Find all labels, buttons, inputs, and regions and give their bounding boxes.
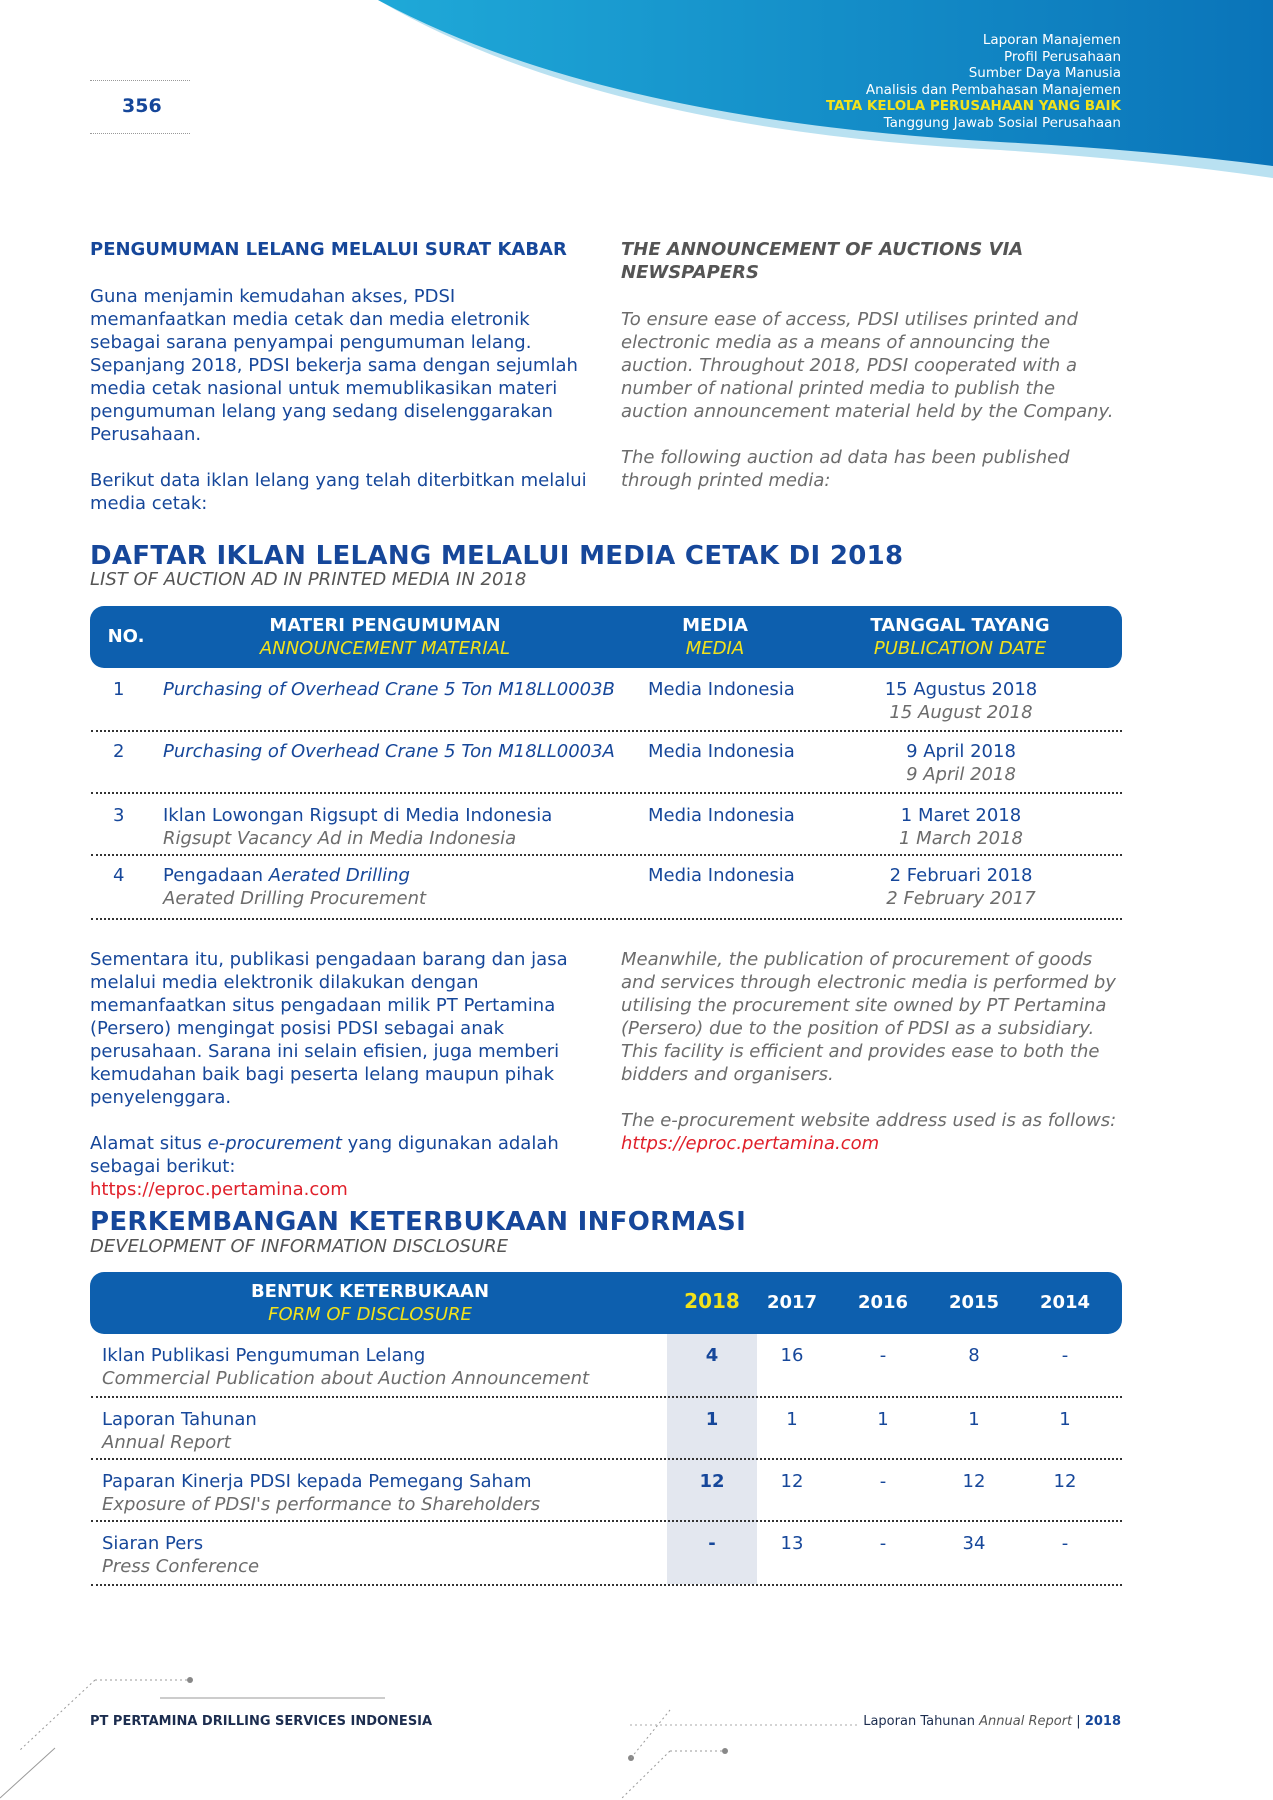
- section2-para1-id: Sementara itu, publikasi pengadaan barang dan jasa melalui media elektronik dilakukan dengan memanfaatkan situs pengadaan milik PT Pertamina (Persero) mengingat posisi PDSI sebagai anak perusahaan. Sarana ini selain efisien, juga memberi kemudahan baik bagi peserta lelang maupun pihak penyelenggara.: [90, 949, 568, 1108]
- table2-header: [90, 1272, 1122, 1334]
- table2-cell-2015: 1: [968, 1409, 980, 1430]
- table2-cell-2015: 34: [962, 1533, 986, 1554]
- table1-col-material: [190, 614, 580, 660]
- section1-heading-en: THE ANNOUNCEMENT OF AUCTIONS VIA NEWSPAPERS: [621, 239, 1024, 283]
- table1-row-date-en: 1 March 2018: [899, 828, 1023, 849]
- table1-row-media: Media Indonesia: [648, 865, 795, 886]
- table2-cell-2014: -: [1061, 1345, 1069, 1366]
- table2-row-label-en: Press Conference: [102, 1556, 260, 1577]
- table2-cell-2017: 13: [780, 1533, 804, 1554]
- table2-row-label-id: Paparan Kinerja PDSI kepada Pemegang Saham: [102, 1471, 532, 1492]
- table2-row-label-id: Laporan Tahunan: [102, 1409, 257, 1430]
- table1-row-date-id: 1 Maret 2018: [900, 805, 1022, 826]
- table1-row-media: Media Indonesia: [648, 679, 795, 700]
- table1-col-no: NO.: [107, 626, 145, 647]
- footer-separator: |: [1076, 1714, 1081, 1729]
- page-number-box: [90, 80, 190, 134]
- eproc-url-link-en[interactable]: https://eproc.pertamina.com: [621, 1133, 880, 1154]
- table2-row-label-en: Exposure of PDSI's performance to Shareholders: [102, 1494, 541, 1515]
- nav-item-sumber-daya-manusia[interactable]: Sumber Daya Manusia: [968, 65, 1121, 82]
- table1-row-material-part1: Pengadaan: [163, 865, 269, 886]
- table1-row-date-en: 9 April 2018: [906, 764, 1016, 785]
- table2-col-year-2017: 2017: [766, 1292, 818, 1313]
- section2-left-column: [90, 948, 600, 1201]
- table1-title: DAFTAR IKLAN LELANG MELALUI MEDIA CETAK DI 2018: [90, 541, 904, 571]
- table2-cell-2015: 8: [968, 1345, 980, 1366]
- table2-row-label-en: Commercial Publication about Auction Announcement: [102, 1368, 590, 1389]
- section1-heading-id: PENGUMUMAN LELANG MELALUI SURAT KABAR: [90, 239, 567, 260]
- table1-col-media-id: MEDIA: [682, 615, 748, 636]
- table1-row-no: 4: [113, 865, 125, 886]
- table2-subtitle: DEVELOPMENT OF INFORMATION DISCLOSURE: [90, 1236, 509, 1257]
- nav-item-laporan-manajemen[interactable]: Laporan Manajemen: [982, 32, 1121, 48]
- nav-item-analisis[interactable]: Analisis dan Pembahasan Manajemen: [865, 81, 1121, 98]
- table1-row-date-id: 15 Agustus 2018: [884, 679, 1038, 700]
- table1-row-date-en: 15 August 2018: [889, 702, 1033, 723]
- table1-row: [91, 668, 1122, 732]
- table2-cell-2016: -: [879, 1471, 887, 1492]
- table2-cell-2015: 12: [962, 1471, 986, 1492]
- table1-col-date-id: TANGGAL TAYANG: [870, 615, 1050, 636]
- table1-row-date-en: 2 February 2017: [886, 888, 1036, 909]
- footer-report-en: Annual Report: [979, 1714, 1073, 1729]
- table1-row: [91, 854, 1122, 920]
- section1-para2-id: Berikut data iklan lelang yang telah diterbitkan melalui media cetak:: [90, 470, 587, 514]
- table1-col-media: [650, 614, 780, 660]
- table2-cell-2014: 1: [1059, 1409, 1071, 1430]
- table1-row-material-en: Rigsupt Vacancy Ad in Media Indonesia: [163, 828, 517, 849]
- table2-col-year-2014: 2014: [1039, 1292, 1091, 1313]
- section2-para2-id-b: e-procurement: [207, 1133, 342, 1154]
- table2-row-label-id: Siaran Pers: [102, 1533, 204, 1554]
- footer-report-id: Laporan Tahunan: [863, 1714, 975, 1729]
- table2-cell-2016: -: [879, 1533, 887, 1554]
- table2-cell-2018: 1: [705, 1409, 719, 1430]
- table1-row-material: [163, 864, 410, 887]
- nav-item-tata-kelola-active[interactable]: TATA KELOLA PERUSAHAAN YANG BAIK: [826, 98, 1121, 115]
- table2-cell-2017: 16: [780, 1345, 804, 1366]
- section2-right-column: [621, 948, 1131, 1155]
- table1-row-material-en: Aerated Drilling Procurement: [163, 888, 427, 909]
- footer-year: 2018: [1084, 1714, 1121, 1729]
- table2-cell-2016: 1: [877, 1409, 889, 1430]
- section2-para2-id-a: Alamat situs: [90, 1133, 208, 1154]
- table2-col-year-2018: 2018: [684, 1289, 740, 1313]
- section1-para1-en: To ensure ease of access, PDSI utilises printed and electronic media as a means of announcing the auction. Throughout 2018, PDSI cooperated with a number of national printed media to publish the auction announcement material held by the Company.: [621, 309, 1114, 422]
- table2-row-label-id: Iklan Publikasi Pengumuman Lelang: [102, 1345, 426, 1366]
- table1-col-material-en: ANNOUNCEMENT MATERIAL: [259, 638, 511, 659]
- table1-col-date-en: PUBLICATION DATE: [873, 638, 1047, 659]
- table1-row-media: Media Indonesia: [648, 805, 795, 826]
- table1-row-material: Iklan Lowongan Rigsupt di Media Indonesia: [163, 805, 553, 826]
- section1-para2-en: The following auction ad data has been published through printed media:: [621, 447, 1070, 491]
- nav-item-profil-perusahaan[interactable]: Profil Perusahaan: [1004, 48, 1121, 65]
- table1-row: [91, 792, 1122, 856]
- table2-cell-2016: -: [879, 1345, 887, 1366]
- page-number: 356: [122, 95, 162, 117]
- table1-row-date-id: 9 April 2018: [906, 741, 1016, 762]
- section1-left-column: [90, 238, 590, 538]
- table2-col-form-id: BENTUK KETERBUKAAN: [250, 1281, 490, 1302]
- footer-report-label: [863, 1714, 1121, 1729]
- table2-col-form-en: FORM OF DISCLOSURE: [268, 1304, 472, 1325]
- table2-cell-2017: 12: [780, 1471, 804, 1492]
- table2-cell-2017: 1: [786, 1409, 798, 1430]
- table1-row-no: 1: [113, 679, 125, 700]
- section2-para2-id-c: yang digunakan adalah sebagai berikut:: [90, 1133, 559, 1177]
- table1-row-no: 3: [113, 805, 125, 826]
- table2-row-label-en: Annual Report: [102, 1432, 231, 1453]
- table1-row-material: Purchasing of Overhead Crane 5 Ton M18LL0003A: [163, 741, 615, 762]
- eproc-url-link-id[interactable]: https://eproc.pertamina.com: [90, 1179, 348, 1200]
- section2-para2-en: The e-procurement website address used is as follows:: [621, 1110, 1117, 1131]
- section2-para1-en: Meanwhile, the publication of procurement of goods and services through electronic media is performed by utilising the procurement site owned by PT Pertamina (Persero) due to the position of PDSI as a subsidiary. This facility is efficient and provides ease to both the bidders and organisers.: [621, 949, 1116, 1085]
- table2-col-form: [190, 1280, 550, 1326]
- table2-cell-2018: -: [708, 1533, 716, 1554]
- table1-row-material-part2: Aerated Drilling: [268, 865, 410, 886]
- table2-row: [91, 1334, 1122, 1398]
- table2-col-year-2016: 2016: [857, 1292, 909, 1313]
- table1-subtitle: LIST OF AUCTION AD IN PRINTED MEDIA IN 2018: [90, 569, 527, 590]
- section1-para1-id: Guna menjamin kemudahan akses, PDSI memanfaatkan media cetak dan media eletronik sebagai sarana penyampai pengumuman lelang. Sepanjang 2018, PDSI bekerja sama dengan sejumlah media cetak nasional untuk memublikasikan materi pengumuman lelang yang sedang diselenggarakan Perusahaan.: [90, 286, 578, 445]
- table1-col-material-id: MATERI PENGUMUMAN: [269, 615, 501, 636]
- table1-row-no: 2: [113, 741, 125, 762]
- table1-row: [91, 730, 1122, 794]
- table2-title: PERKEMBANGAN KETERBUKAAN INFORMASI: [90, 1207, 747, 1237]
- table1-col-media-en: MEDIA: [685, 638, 745, 659]
- table2-col-year-2015: 2015: [948, 1292, 1000, 1313]
- table2-cell-2018: 12: [699, 1471, 725, 1492]
- table2-row: [91, 1458, 1122, 1522]
- table2-cell-2014: 12: [1053, 1471, 1077, 1492]
- table1-row-media: Media Indonesia: [648, 741, 795, 762]
- table2-row: [91, 1520, 1122, 1586]
- nav-item-tanggung-jawab[interactable]: Tanggung Jawab Sosial Perusahaan: [883, 114, 1121, 131]
- section2-para2-id: [90, 1132, 600, 1178]
- footer-decoration: [0, 1670, 1273, 1800]
- table1-header: [90, 606, 1122, 668]
- table1-row-material: Purchasing of Overhead Crane 5 Ton M18LL0003B: [163, 679, 615, 700]
- table1-row-date-id: 2 Februari 2018: [889, 865, 1033, 886]
- section-nav-menu: [826, 32, 1121, 132]
- footer-company-name: PT PERTAMINA DRILLING SERVICES INDONESIA: [90, 1714, 433, 1729]
- table2-cell-2014: -: [1061, 1533, 1069, 1554]
- table1-col-date: [850, 614, 1070, 660]
- table2-cell-2018: 4: [705, 1345, 719, 1366]
- table2-row: [91, 1396, 1122, 1460]
- section1-right-column: [621, 238, 1121, 515]
